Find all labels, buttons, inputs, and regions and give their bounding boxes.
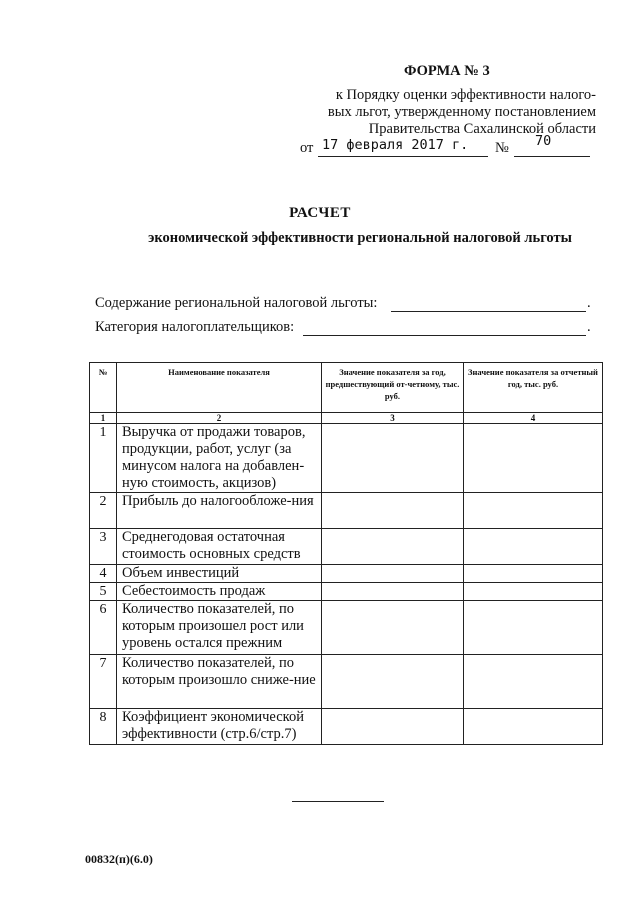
row-number: 2 [90,493,117,529]
row-number: 4 [90,565,117,583]
tax-benefit-content-underline [391,311,586,312]
row-indicator-name: Выручка от продажи товаров, продукции, работ, услуг (за минусом налога на добавлен-ную стоимость, акцизов) [117,424,322,493]
row-reporting-year-value[interactable] [464,493,603,529]
number-prefix: № [495,140,509,156]
document-subtitle: экономической эффективности региональной налоговой льготы [148,230,572,246]
taxpayer-category-underline [303,335,586,336]
reference-line-1: к Порядку оценки эффективности налого- [335,87,596,103]
reference-line-2: вых льгот, утвержденному постановлением [327,104,596,120]
row-reporting-year-value[interactable] [464,655,603,709]
row-number: 6 [90,601,117,655]
row-indicator-name: Среднегодовая остаточная стоимость основных средств [117,529,322,565]
row-reporting-year-value[interactable] [464,709,603,745]
tax-benefit-content-end: . [587,295,591,311]
number-underline [514,156,590,157]
indicator-table [89,362,603,745]
row-previous-year-value[interactable] [322,709,464,745]
table-row [90,709,603,745]
form-label: ФОРМА № 3 [404,63,490,79]
row-indicator-name: Количество показателей, по которым произошло сниже-ние [117,655,322,709]
row-previous-year-value[interactable] [322,583,464,601]
tax-benefit-content-field [95,295,377,312]
header-number: № [90,363,117,413]
row-previous-year-value[interactable] [322,493,464,529]
column-number-4: 4 [464,413,603,424]
row-previous-year-value[interactable] [322,655,464,709]
table-row [90,583,603,601]
number-value: 70 [535,133,552,149]
row-indicator-name: Количество показателей, по которым произошел рост или уровень остался прежним [117,601,322,655]
reference-line-3: Правительства Сахалинской области [368,121,596,137]
row-number: 8 [90,709,117,745]
taxpayer-category-field [95,319,294,336]
column-number-1: 1 [90,413,117,424]
header-indicator-name: Наименование показателя [117,363,322,413]
row-reporting-year-value[interactable] [464,424,603,493]
row-previous-year-value[interactable] [322,424,464,493]
document-code: 00832(п)(6.0) [85,852,153,866]
date-number-line [300,133,596,161]
date-underline [318,156,488,157]
row-indicator-name: Прибыль до налогообложе-ния [117,493,322,529]
taxpayer-category-label: Категория налогоплательщиков: [95,319,295,335]
row-number: 1 [90,424,117,493]
document-title: РАСЧЕТ [289,205,351,221]
table-header-row [90,363,603,413]
header-previous-year-value: Значение показателя за год, предшествующий от-четному, тыс. руб. [322,363,464,413]
row-number: 7 [90,655,117,709]
taxpayer-category-end: . [587,319,591,335]
tax-benefit-content-label: Содержание региональной налоговой льготы: [95,295,378,311]
header-reporting-year-value: Значение показателя за отчетный год, тыс. руб. [464,363,603,413]
column-number-3: 3 [322,413,464,424]
row-number: 3 [90,529,117,565]
table-row [90,565,603,583]
table-row [90,655,603,709]
table-row [90,493,603,529]
row-number: 5 [90,583,117,601]
table-row [90,601,603,655]
date-value: 17 февраля 2017 г. [322,137,469,153]
row-indicator-name: Коэффициент экономической эффективности (стр.6/стр.7) [117,709,322,745]
row-previous-year-value[interactable] [322,601,464,655]
row-reporting-year-value[interactable] [464,565,603,583]
row-previous-year-value[interactable] [322,529,464,565]
table-column-number-row [90,413,603,424]
table-row [90,529,603,565]
signature-divider [292,801,384,802]
row-reporting-year-value[interactable] [464,601,603,655]
row-reporting-year-value[interactable] [464,583,603,601]
row-reporting-year-value[interactable] [464,529,603,565]
table-row [90,424,603,493]
column-number-2: 2 [117,413,322,424]
row-previous-year-value[interactable] [322,565,464,583]
date-prefix: от [300,140,314,156]
row-indicator-name: Себестоимость продаж [117,583,322,601]
row-indicator-name: Объем инвестиций [117,565,322,583]
